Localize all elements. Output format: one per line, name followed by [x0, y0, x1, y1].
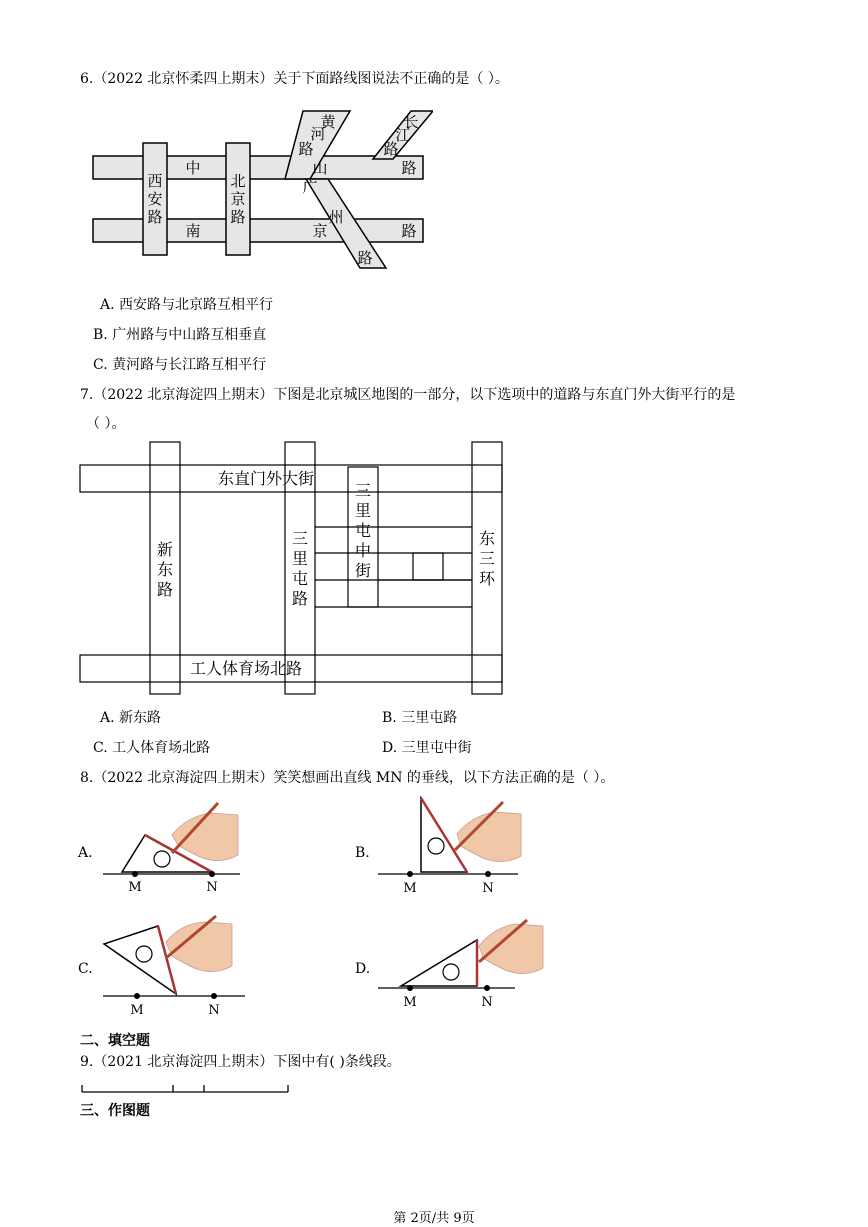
label-m: M: [130, 1003, 144, 1018]
label-sl-3: 屯: [291, 569, 309, 588]
label-dsh-3: 环: [478, 569, 496, 588]
label-m: M: [403, 995, 417, 1010]
label-sl-1: 三: [291, 529, 309, 548]
label-sl-2: 里: [291, 549, 309, 568]
label-lu-zs: 路: [401, 159, 417, 177]
q7-option-c[interactable]: C. 工人体育场北路: [93, 740, 211, 756]
label-hh-3: 路: [298, 140, 314, 158]
q8-label-c[interactable]: C.: [78, 961, 93, 977]
q9-stem: 9.（2021 北京海淀四上期末）下图中有( )条线段。: [80, 1054, 401, 1070]
label-xian-2: 安: [147, 190, 163, 208]
label-n: N: [208, 1003, 220, 1018]
label-jing: 京: [312, 222, 328, 240]
hand-icon: [455, 802, 521, 862]
label-zj-3: 屯: [354, 521, 372, 540]
label-n: N: [482, 881, 494, 896]
label-m: M: [403, 881, 417, 896]
label-hh-2: 河: [310, 125, 326, 143]
section-fill-in: 二、填空题: [80, 1033, 150, 1049]
q7-option-a[interactable]: A. 新东路: [100, 710, 162, 726]
q8-label-a[interactable]: A.: [78, 845, 93, 861]
q7-city-map: [78, 440, 506, 698]
label-gongti: 工人体育场北路: [190, 659, 303, 678]
q6-option-a[interactable]: A. 西安路与北京路互相平行: [100, 297, 274, 313]
label-shan: 山: [312, 159, 328, 177]
q8-figure-c[interactable]: [100, 910, 250, 1020]
q8-label-b[interactable]: B.: [355, 845, 370, 861]
q8-label-d[interactable]: D.: [355, 961, 371, 977]
label-hh-1: 黄: [320, 113, 336, 131]
label-gz-2: 州: [328, 208, 344, 226]
q9-segment-figure: [80, 1082, 295, 1098]
q8-stem: 8.（2022 北京海淀四上期末）笑笑想画出直线 MN 的垂线，以下方法正确的是（ ）。: [80, 770, 615, 786]
label-dsh-2: 三: [478, 549, 496, 568]
label-cj-1: 长: [403, 113, 419, 131]
label-nan: 南: [185, 222, 201, 240]
q6-option-b[interactable]: B. 广州路与中山路互相垂直: [93, 327, 267, 343]
label-xd-1: 新: [156, 540, 174, 559]
label-zj-4: 中: [354, 541, 372, 560]
page-footer: 第 2页/共 9页: [393, 1211, 475, 1226]
label-cj-3: 路: [383, 140, 399, 158]
label-zhong: 中: [185, 159, 201, 177]
label-xd-3: 路: [156, 580, 174, 599]
label-bj-1: 北: [230, 172, 246, 190]
label-xd-2: 东: [156, 560, 174, 579]
q7-option-d[interactable]: D. 三里屯中街: [382, 740, 472, 756]
hand-icon: [172, 803, 238, 861]
label-gz-3: 路: [357, 249, 373, 267]
label-zj-5: 街: [354, 561, 372, 580]
q7-option-b[interactable]: B. 三里屯路: [382, 710, 458, 726]
q6-stem: 6.（2022 北京怀柔四上期末）关于下面路线图说法不正确的是（ ）。: [80, 71, 509, 87]
q8-figure-b[interactable]: [375, 792, 525, 897]
q8-figure-d[interactable]: [375, 910, 545, 1015]
label-gz-1: 广: [302, 178, 318, 196]
label-zj-1: 三: [354, 481, 372, 500]
label-n: N: [206, 880, 218, 895]
label-lu-nj: 路: [401, 222, 417, 240]
hand-icon: [166, 916, 232, 972]
label-sl-4: 路: [291, 589, 309, 608]
section-drawing: 三、作图题: [80, 1103, 150, 1119]
label-xian-1: 西: [147, 172, 163, 190]
hand-icon: [479, 920, 543, 974]
label-m: M: [128, 880, 142, 895]
q6-route-map: [88, 106, 433, 274]
q6-option-c[interactable]: C. 黄河路与长江路互相平行: [93, 357, 267, 373]
label-bj-2: 京: [230, 190, 246, 208]
label-bj-3: 路: [230, 208, 246, 226]
label-n: N: [481, 995, 493, 1010]
label-zj-2: 里: [354, 501, 372, 520]
q7-stem-line1: 7.（2022 北京海淀四上期末）下图是北京城区地图的一部分，以下选项中的道路与东直门外大街平行的是: [80, 387, 736, 403]
dongsanhuan-road: [472, 442, 502, 694]
label-dongzhimen: 东直门外大街: [218, 469, 315, 488]
label-cj-2: 江: [395, 126, 411, 144]
q8-figure-a[interactable]: [100, 795, 250, 895]
label-xian-3: 路: [147, 208, 163, 226]
label-dsh-1: 东: [478, 529, 496, 548]
q7-stem-line2: （ ）。: [86, 416, 126, 432]
